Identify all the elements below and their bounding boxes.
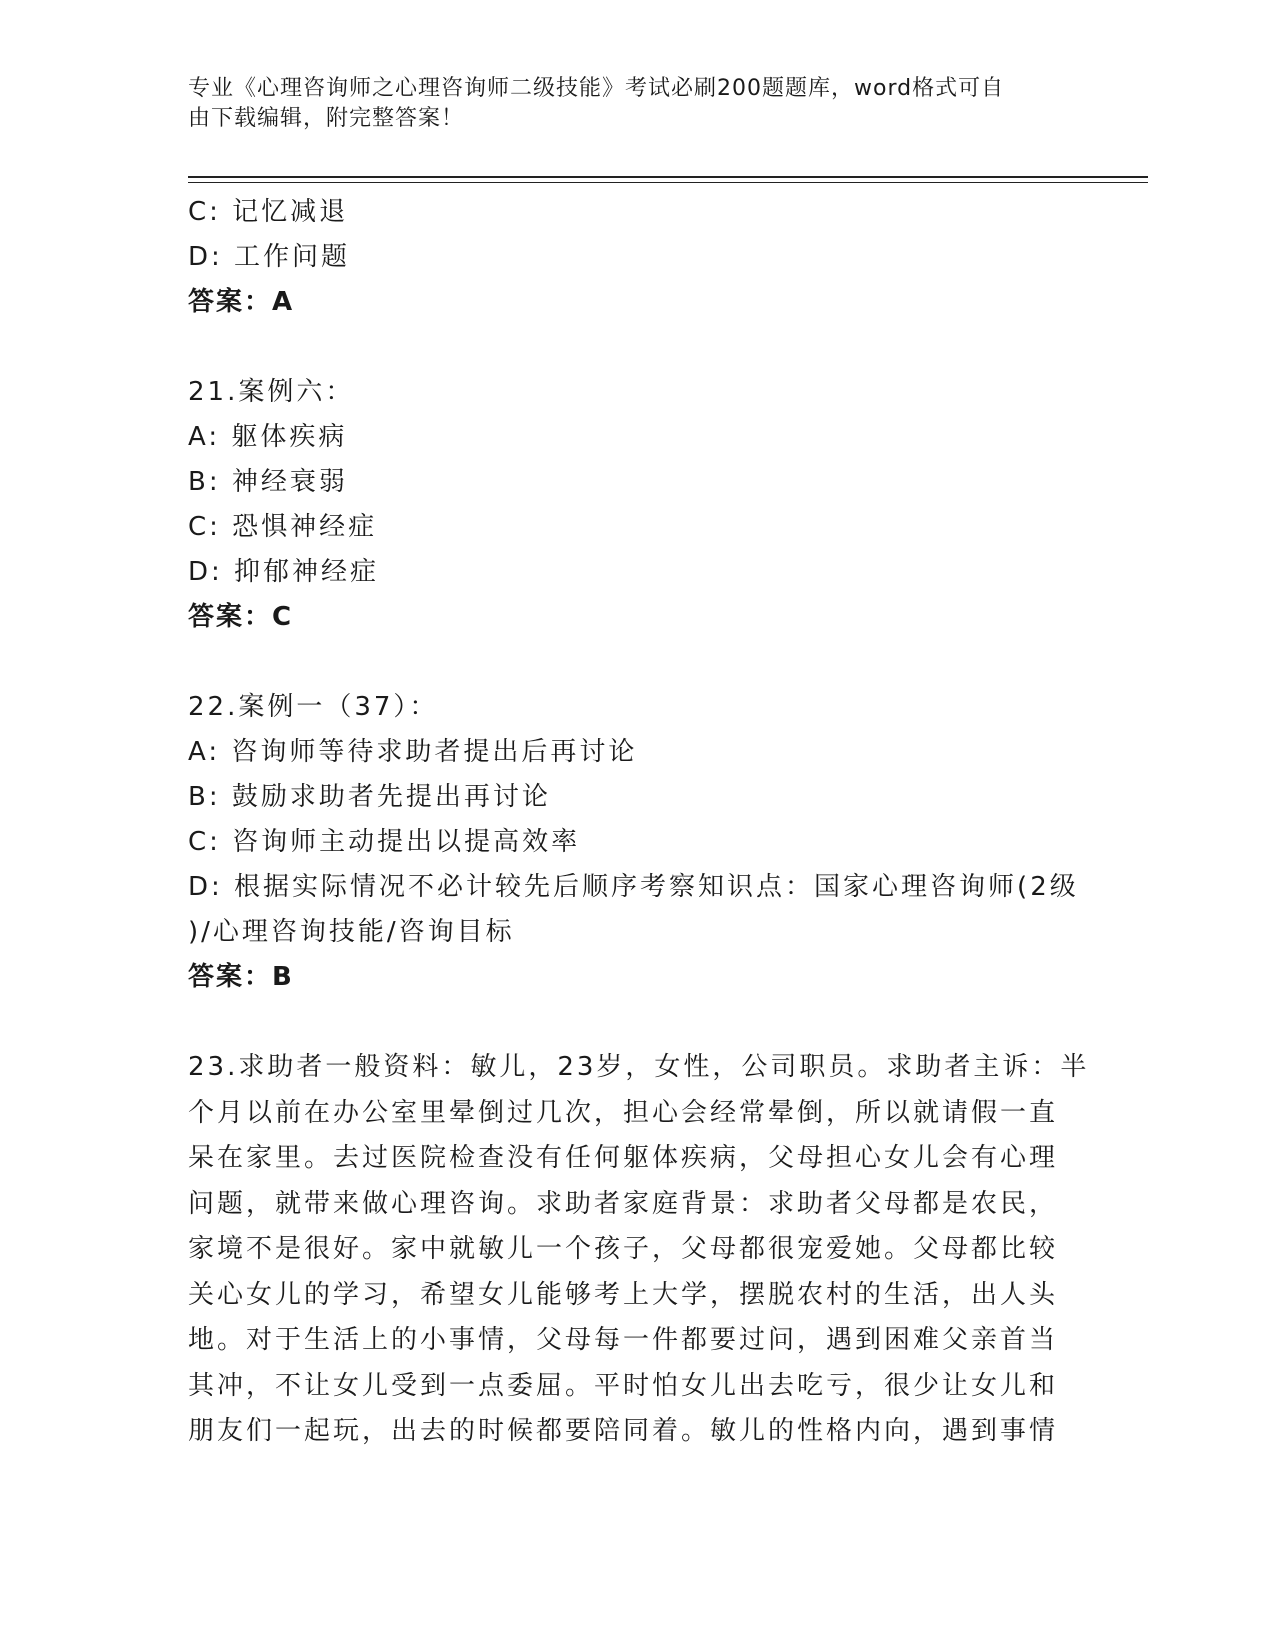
paragraph-line: 地。对于生活上的小事情，父母每一件都要过问，遇到困难父亲首当 bbox=[188, 1325, 1059, 1355]
option-d-line-2: )/心理咨询技能/咨询目标 bbox=[188, 917, 515, 947]
paragraph-line: 呆在家里。去过医院检查没有任何躯体疾病，父母担心女儿会有心理 bbox=[188, 1143, 1059, 1173]
spacer bbox=[188, 1000, 1088, 1045]
paragraph-line: 家境不是很好。家中就敏儿一个孩子，父母都很宠爱她。父母都比较 bbox=[188, 1234, 1059, 1264]
option-c: C: 咨询师主动提出以提高效率 bbox=[188, 827, 581, 857]
option-b: B: 神经衰弱 bbox=[188, 467, 348, 497]
option-d: D: 抑郁神经症 bbox=[188, 557, 380, 587]
answer-line: 答案：B bbox=[188, 962, 294, 992]
option-d-line-1: D: 根据实际情况不必计较先后顺序考察知识点：国家心理咨询师(2级 bbox=[188, 872, 1079, 902]
question-stem: 22.案例一（37）： bbox=[188, 692, 439, 722]
header-line-1: 专业《心理咨询师之心理咨询师二级技能》考试必刷200题题库，word格式可自 bbox=[188, 76, 1005, 101]
paragraph-line: 朋友们一起玩，出去的时候都要陪同着。敏儿的性格内向，遇到事情 bbox=[188, 1416, 1059, 1446]
spacer bbox=[188, 325, 1088, 370]
spacer bbox=[188, 640, 1088, 685]
option-b: B: 鼓励求助者先提出再讨论 bbox=[188, 782, 551, 812]
header-line-2: 由下载编辑，附完整答案！ bbox=[188, 106, 465, 131]
question-stem: 21.案例六： bbox=[188, 377, 355, 407]
question-21 bbox=[188, 370, 1088, 640]
option-a: A: 躯体疾病 bbox=[188, 422, 348, 452]
option-c: C: 记忆减退 bbox=[188, 197, 349, 227]
option-c: C: 恐惧神经症 bbox=[188, 512, 378, 542]
header-rule-thick bbox=[188, 176, 1148, 178]
question-20-tail bbox=[188, 190, 1088, 325]
document-body bbox=[188, 190, 1088, 1455]
page-header bbox=[188, 74, 1068, 134]
paragraph-line: 23.求助者一般资料：敏儿，23岁，女性，公司职员。求助者主诉：半 bbox=[188, 1052, 1090, 1082]
paragraph-line: 个月以前在办公室里晕倒过几次，担心会经常晕倒，所以就请假一直 bbox=[188, 1097, 1059, 1128]
paragraph-line: 其冲，不让女儿受到一点委屈。平时怕女儿出去吃亏，很少让女儿和 bbox=[188, 1370, 1059, 1401]
paragraph-line: 问题，就带来做心理咨询。求助者家庭背景：求助者父母都是农民， bbox=[188, 1188, 1059, 1219]
header-rule-thin bbox=[188, 182, 1148, 183]
option-a: A: 咨询师等待求助者提出后再讨论 bbox=[188, 737, 638, 767]
answer-line: 答案：A bbox=[188, 287, 295, 317]
option-d: D: 工作问题 bbox=[188, 242, 351, 272]
question-23 bbox=[188, 1045, 1088, 1455]
question-22 bbox=[188, 685, 1088, 1000]
paragraph-line: 关心女儿的学习，希望女儿能够考上大学，摆脱农村的生活，出人头 bbox=[188, 1279, 1059, 1310]
answer-line: 答案：C bbox=[188, 602, 294, 632]
